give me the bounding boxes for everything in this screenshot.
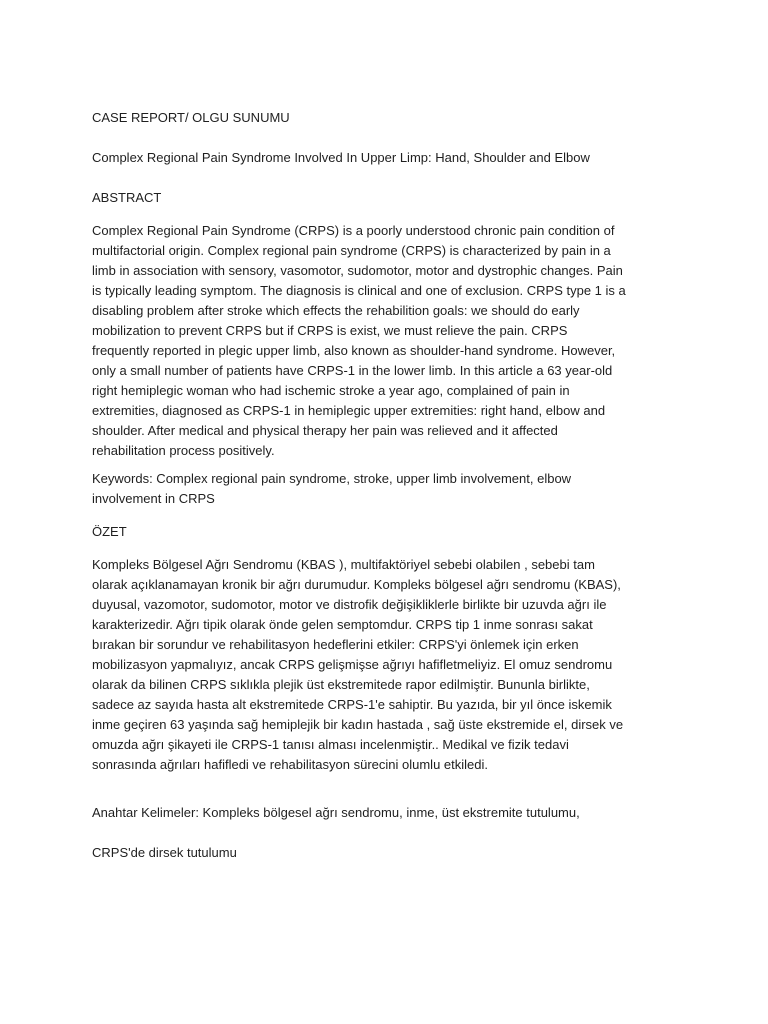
ozet-line: olarak da bilinen CRPS sıklıkla plejik üst ekstremitede rapor edilmiştir. Bununla birlikte, [92,677,590,692]
ozet-line: omuzda ağrı şikayeti ile CRPS-1 tanısı alması incelenmiştir.. Medikal ve fizik tedavi [92,737,569,752]
ozet-line: inme geçiren 63 yaşında sağ hemiplejik bir kadın hastada , sağ üste ekstremide el, dirsek ve [92,717,624,732]
ozet-paragraph [92,555,692,775]
abstract-line: rehabilitation process positively. [92,443,275,458]
abstract-paragraph [92,221,692,461]
abstract-line: Complex Regional Pain Syndrome (CRPS) is a poorly understood chronic pain condition of [92,223,615,238]
case-report-label: CASE REPORT/ OLGU SUNUMU [92,110,290,125]
abstract-line: shoulder. After medical and physical therapy her pain was relieved and it affected [92,423,558,438]
ozet-line: karakterizedir. Ağrı tipik olarak önde gelen semptomdur. CRPS tip 1 inme sonrası sakat [92,617,593,632]
ozet-line: duyusal, vazomotor, sudomotor, motor ve distrofik değişikliklerle birlikte bir uzuvda ağrı ile [92,597,607,612]
ozet-line: olarak açıklanamayan kronik bir ağrı durumudur. Kompleks bölgesel ağrı sendromu (KBAS), [92,577,621,592]
abstract-line: frequently reported in plegic upper limb, also known as shoulder-hand syndrome. However, [92,343,616,358]
ozet-line: bırakan bir sorundur ve rehabilitasyon hedeflerini etkiler: CRPS'yi önlemek için erken [92,637,579,652]
ozet-line: mobilizasyon yapmalıyız, ancak CRPS gelişmişse ağrıyı hafifletmeliyiz. El omuz sendromu [92,657,613,672]
anahtar-kelimeler-continued: CRPS'de dirsek tutulumu [92,845,237,860]
abstract-line: only a small number of patients have CRPS-1 in the lower limb. In this article a 63 year-old [92,363,613,378]
abstract-line: is typically leading symptom. The diagnosis is clinical and one of exclusion. CRPS type 1 is a [92,283,626,298]
ozet-line: sonrasında ağrıları hafifledi ve rehabilitasyon sürecini olumlu etkiledi. [92,757,488,772]
ozet-heading: ÖZET [92,524,127,539]
abstract-heading: ABSTRACT [92,190,162,205]
abstract-line: disabling problem after stroke which effects the rehabilition goals: we should do early [92,303,580,318]
ozet-line: sadece az sayıda hasta alt ekstremitede CRPS-1'e sahiptir. Bu yazıda, bir yıl önce iskemik [92,697,612,712]
abstract-line: limb in association with sensory, vasomotor, sudomotor, motor and dystrophic changes. Pain [92,263,623,278]
abstract-line: extremities, diagnosed as CRPS-1 in hemiplegic upper extremities: right hand, elbow and [92,403,606,418]
keywords-line: Keywords: Complex regional pain syndrome, stroke, upper limb involvement, elbow [92,471,572,486]
keywords-paragraph [92,469,692,509]
abstract-line: mobilization to prevent CRPS but if CRPS is exist, we must relieve the pain. CRPS [92,323,568,338]
ozet-line: Kompleks Bölgesel Ağrı Sendromu (KBAS ), multifaktöriyel sebebi olabilen , sebebi tam [92,557,595,572]
abstract-line: multifactorial origin. Complex regional pain syndrome (CRPS) is characterized by pain in a [92,243,611,258]
keywords-line: involvement in CRPS [92,491,215,506]
anahtar-kelimeler: Anahtar Kelimeler: Kompleks bölgesel ağrı sendromu, inme, üst ekstremite tutulumu, [92,805,580,820]
document-page [92,108,692,863]
abstract-line: right hemiplegic woman who had ischemic stroke a year ago, complained of pain in [92,383,570,398]
document-title: Complex Regional Pain Syndrome Involved In Upper Limp: Hand, Shoulder and Elbow [92,150,590,165]
